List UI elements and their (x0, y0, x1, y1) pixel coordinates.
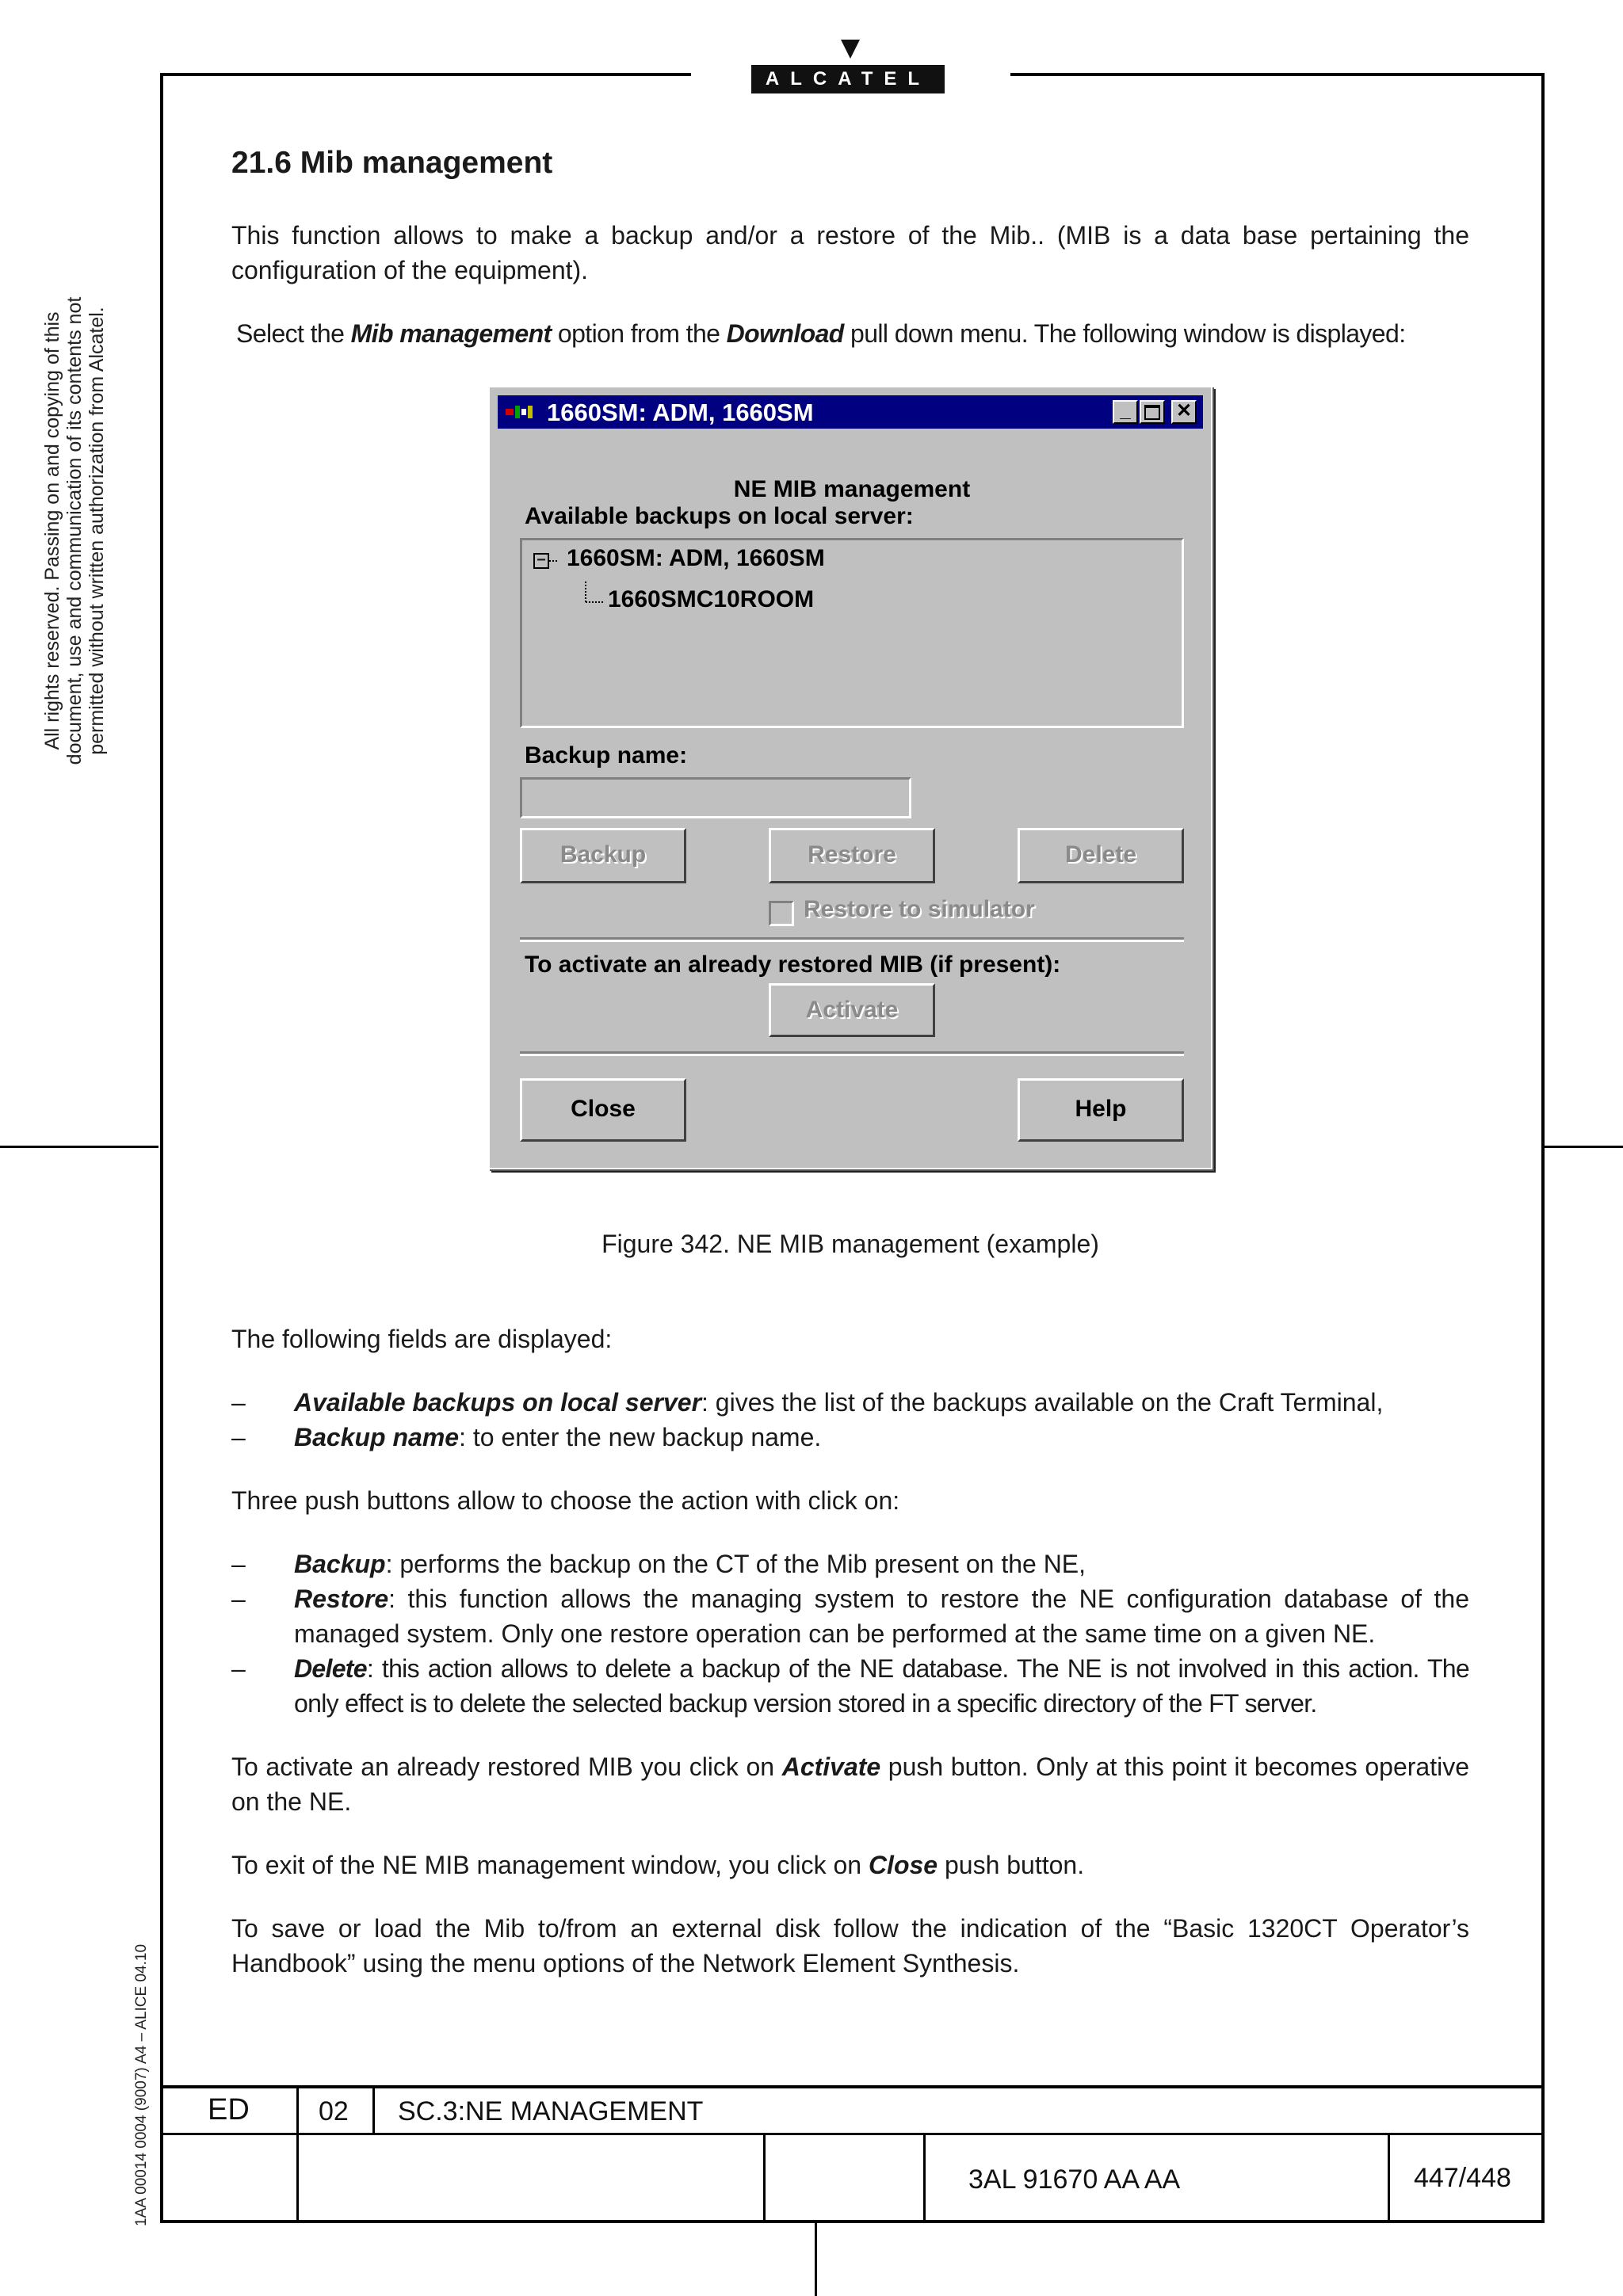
backup-name-label: Backup name: (525, 742, 688, 769)
select-paragraph: Select the Mib management option from the Download pull down menu. The following window is displayed: (236, 319, 1406, 348)
footer-ed-value: 02 (319, 2096, 349, 2126)
footer-divider (763, 2133, 766, 2222)
backup-button[interactable]: Backup (520, 828, 686, 883)
tree-root-node[interactable]: 1660SM: ADM, 1660SM (567, 545, 825, 571)
list-item: – Backup: performs the backup on the CT of the Mib present on the NE, (231, 1550, 1086, 1578)
collapse-icon[interactable]: − (533, 553, 549, 569)
footer-divider (1388, 2133, 1390, 2222)
section-title: 21.6 Mib management (231, 146, 553, 180)
save-paragraph: To save or load the Mib to/from an external disk follow the indication of the “Basic 1320CT Operator’s Handbook” using the menu options of the Network Element Synthesis. (231, 1914, 1469, 1978)
close-icon: ✕ (1175, 400, 1193, 421)
dialog-heading: NE MIB management (733, 476, 971, 502)
footer-section: SC.3:NE MANAGEMENT (398, 2096, 704, 2126)
close-window-button[interactable] (1171, 400, 1197, 424)
fields-intro: The following fields are displayed: (231, 1325, 613, 1353)
mib-management-term: Mib management (350, 319, 552, 348)
footer-mid-line (160, 2133, 1545, 2135)
delete-button[interactable]: Delete (1018, 828, 1184, 883)
list-item: – Delete: this action allows to delete a backup of the NE database. The NE is not involved in this action. The only effect is to delete the selected backup version stored in a specific directory of the FT server. (231, 1654, 1469, 1718)
footer-divider (296, 2085, 299, 2222)
logo-triangle-icon (841, 40, 860, 59)
rights-notice: All rights reserved. Passing on and copying of this document, use and communication of its contents not permitted without written authorization from Alcatel. (41, 296, 108, 765)
help-button[interactable]: Help (1018, 1078, 1184, 1142)
maximize-button[interactable] (1140, 400, 1165, 424)
alcatel-logo: ALCATEL (751, 65, 945, 93)
activate-paragraph: To activate an already restored MIB you click on Activate push button. Only at this point it becomes operative on the NE. (231, 1753, 1470, 1816)
doc-code: 1AA 00014 0004 (9007) A4 – ALICE 04.10 (133, 1943, 150, 2226)
close-paragraph: To exit of the NE MIB management window, you click on Close push button. (231, 1851, 1085, 1879)
figure-caption: Figure 342. NE MIB management (example) (601, 1230, 1099, 1258)
footer-divider (923, 2133, 926, 2222)
activate-label: To activate an already restored MIB (if present): (525, 952, 1061, 978)
list-item: – Restore: this function allows the managing system to restore the NE configuration database of the managed system. Only one restore operation can be performed at the same time on a given NE. (231, 1585, 1469, 1648)
footer-ed-label: ED (208, 2093, 250, 2126)
dialog-title: 1660SM: ADM, 1660SM (547, 399, 814, 426)
footer-stub (815, 2223, 817, 2296)
footer-page-number: 447/448 (1414, 2163, 1511, 2193)
list-item: – Available backups on local server: gives the list of the backups available on the Craft Terminal, (231, 1388, 1384, 1417)
footer-top-line (160, 2085, 1545, 2088)
intro-paragraph: This function allows to make a backup and/or a restore of the Mib.. (MIB is a data base pertaining the configuration of the equipment). (231, 221, 1469, 284)
minimize-button[interactable] (1113, 400, 1138, 424)
frame-left (160, 73, 163, 2222)
separator-2 (520, 1051, 1184, 1056)
tree-child-node[interactable]: 1660SMC10ROOM (608, 586, 815, 612)
restore-button[interactable]: Restore (769, 828, 935, 883)
restore-simulator-label: Restore to simulator (804, 896, 1035, 922)
frame-top-left (162, 73, 691, 76)
footer-divider (372, 2085, 375, 2134)
app-icon (504, 402, 536, 421)
tree-branch-icon (584, 582, 605, 605)
backups-tree[interactable] (520, 538, 1184, 728)
separator-1 (520, 937, 1184, 942)
footer-bottom-line (160, 2220, 1545, 2223)
maximize-icon (1144, 405, 1160, 420)
download-term: Download (726, 319, 844, 348)
footer-doc-number: 3AL 91670 AA AA (968, 2164, 1181, 2195)
mib-management-dialog (488, 386, 1212, 1169)
list-item: – Backup name: to enter the new backup name. (231, 1423, 822, 1451)
buttons-intro: Three push buttons allow to choose the action with click on: (231, 1486, 900, 1515)
backup-name-input[interactable] (520, 777, 911, 818)
frame-top-right (1010, 73, 1545, 76)
activate-button[interactable]: Activate (769, 983, 935, 1037)
available-backups-label: Available backups on local server: (525, 503, 914, 529)
tree-connector-icon (549, 559, 559, 563)
fold-mark-right (1545, 1146, 1623, 1148)
restore-simulator-checkbox[interactable] (769, 901, 794, 926)
fold-mark-left (0, 1146, 158, 1148)
dialog-titlebar[interactable] (498, 395, 1203, 429)
minimize-icon: _ (1120, 400, 1131, 421)
close-button[interactable]: Close (520, 1078, 686, 1142)
